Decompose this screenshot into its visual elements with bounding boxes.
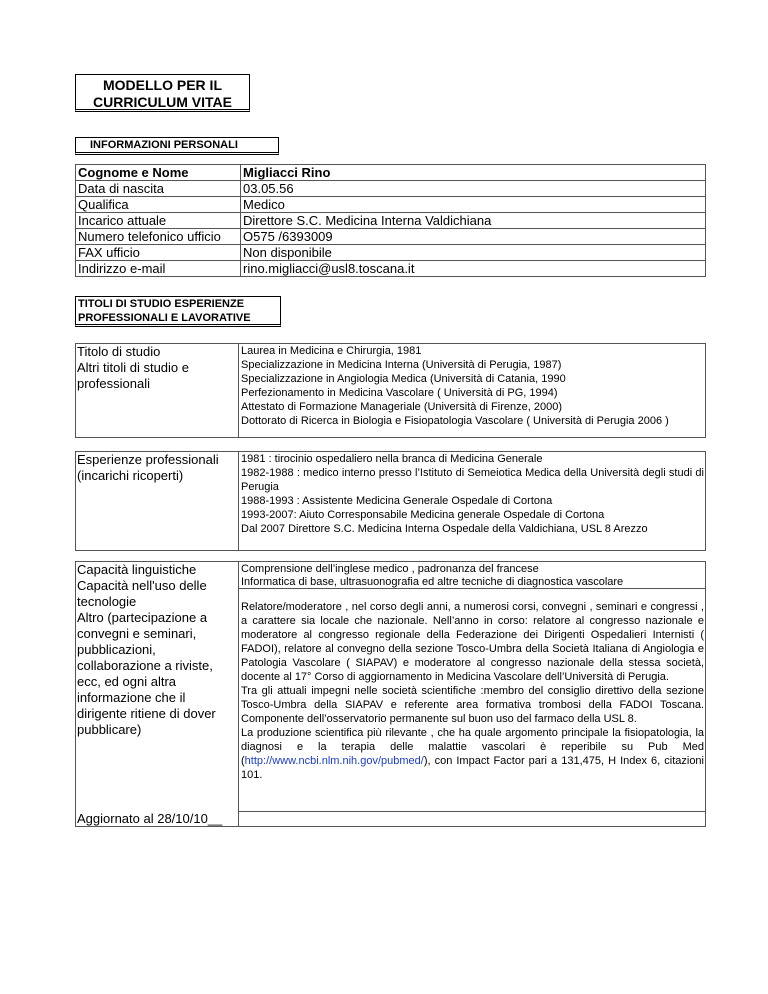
table-row bbox=[76, 197, 706, 213]
other-studies-label: Altri titoli di studio e professionali bbox=[77, 360, 189, 391]
studies-label: Titolo di studio bbox=[77, 344, 161, 359]
document-title bbox=[75, 74, 250, 112]
tech-label: Capacità nell'uso delle tecnologie bbox=[77, 578, 207, 609]
table-row bbox=[76, 181, 706, 197]
value-qualification: Medico bbox=[241, 197, 706, 213]
list-item: Attestato di Formazione Manageriale (Università di Firenze, 2000) bbox=[241, 401, 562, 413]
other-paragraph-2: Tra gli attuali impegni nelle società scientifiche :membro del consiglio direttivo della sezione Tosco-Umbra della SIAPAV e referente area formativa trombosi della FADOI Toscana. Componente dell’osservatorio permanente sul buon uso del farmaco della USL 8. bbox=[241, 685, 704, 725]
table-row bbox=[76, 229, 706, 245]
list-item: Dottorato di Ricerca in Biologia e Fisiopatologia Vascolare ( Università di Perugia 2006 ) bbox=[241, 415, 669, 427]
label-fax: FAX ufficio bbox=[76, 245, 241, 261]
label-birthdate: Data di nascita bbox=[76, 181, 241, 197]
pubmed-link[interactable]: http://www.ncbi.nlm.nih.gov/pubmed/ bbox=[244, 755, 424, 767]
titles-heading-line-2: PROFESSIONALI E LAVORATIVE bbox=[78, 312, 251, 324]
table-row bbox=[76, 213, 706, 229]
list-item: Dal 2007 Direttore S.C. Medicina Interna Ospedale della Valdichiana, USL 8 Arezzo bbox=[241, 523, 648, 535]
label-position: Incarico attuale bbox=[76, 213, 241, 229]
languages-label: Capacità linguistiche bbox=[77, 562, 197, 577]
value-name: Migliacci Rino bbox=[241, 165, 706, 181]
table-row bbox=[76, 165, 706, 181]
list-item: Laurea in Medicina e Chirurgia, 1981 bbox=[241, 345, 422, 357]
studies-list bbox=[241, 344, 704, 428]
other-paragraph-3: La produzione scientifica più rilevante , che ha quale argomento principale la fisiopatologia, la diagnosi e la terapia delle malattie vascolari è reperibile su Pub Med (http://www.ncbi.nlm.nih.gov/pubmed/), con Impact Factor pari a 131,475, H Index 6, citazioni 101. bbox=[241, 727, 704, 781]
list-item: 1982-1988 : medico interno presso l’Istituto di Semeiotica Medica della Università degli studi di Perugia bbox=[241, 467, 704, 493]
list-item: 1981 : tirocinio ospedaliero nella branca di Medicina Generale bbox=[241, 453, 543, 465]
other-text bbox=[241, 600, 704, 782]
title-line-1: MODELLO PER IL bbox=[103, 77, 222, 93]
updated-date: Aggiornato al 28/10/10__ bbox=[77, 811, 223, 826]
label-phone: Numero telefonico ufficio bbox=[76, 229, 241, 245]
title-line-2: CURRICULUM VITAE bbox=[93, 94, 232, 110]
list-item: Specializzazione in Medicina Interna (Università di Perugia, 1987) bbox=[241, 359, 562, 371]
label-qualification: Qualifica bbox=[76, 197, 241, 213]
titles-heading bbox=[75, 296, 281, 327]
personal-info-table bbox=[75, 164, 706, 277]
label-email: Indirizzo e-mail bbox=[76, 261, 241, 277]
value-birthdate: 03.05.56 bbox=[241, 181, 706, 197]
table-row bbox=[76, 261, 706, 277]
languages-value: Comprensione dell’inglese medico , padronanza del francese bbox=[241, 563, 539, 575]
list-item: Specializzazione in Angiologia Medica (Università di Catania, 1990 bbox=[241, 373, 566, 385]
other-paragraph-1: Relatore/moderatore , nel corso degli anni, a numerosi corsi, convegni , seminari e congressi , a carattere sia locale che nazionale. Nell’anno in corso: relatore al congresso nazionale e moderatore al congresso regionale della Federazione dei Dirigenti Ospedalieri Internisti ( FADOI), relatore al convegno della sezione Tosco-Umbra della Società Italiana di Angiologia e Patologia Vascolare ( SIAPAV) e moderatore al congresso nazionale della stessa società, docente al 17° Corso di aggiornamento in Medicina Vascolare dell’Università di Perugia. bbox=[241, 601, 704, 683]
list-item: Perfezionamento in Medicina Vascolare ( Università di PG, 1994) bbox=[241, 387, 558, 399]
personal-info-heading: INFORMAZIONI PERSONALI bbox=[75, 137, 279, 155]
value-fax: Non disponibile bbox=[241, 245, 706, 261]
experience-list bbox=[241, 452, 704, 536]
value-email[interactable]: rino.migliacci@usl8.toscana.it bbox=[241, 261, 706, 277]
table-row bbox=[76, 245, 706, 261]
list-item: 1988-1993 : Assistente Medicina Generale Ospedale di Cortona bbox=[241, 495, 553, 507]
skills-labels bbox=[77, 562, 235, 738]
tech-value: Informatica di base, ultrasuonografia ed altre tecniche di diagnostica vascolare bbox=[241, 576, 624, 588]
studies-labels bbox=[77, 344, 235, 392]
experience-label: Esperienze professionali (incarichi ricoperti) bbox=[77, 452, 219, 483]
other-label: Altro (partecipazione a convegni e seminari, pubblicazioni, collaborazione a riviste, ecc, ed ogni altra informazione che il dirigente ritiene di dover pubblicare) bbox=[77, 610, 216, 737]
label-name: Cognome e Nome bbox=[76, 165, 241, 181]
list-item: 1993-2007: Aiuto Corresponsabile Medicina generale Ospedale di Cortona bbox=[241, 509, 605, 521]
value-position: Direttore S.C. Medicina Interna Valdichiana bbox=[241, 213, 706, 229]
titles-heading-line-1: TITOLI DI STUDIO ESPERIENZE bbox=[78, 298, 245, 310]
value-phone: O575 /6393009 bbox=[241, 229, 706, 245]
